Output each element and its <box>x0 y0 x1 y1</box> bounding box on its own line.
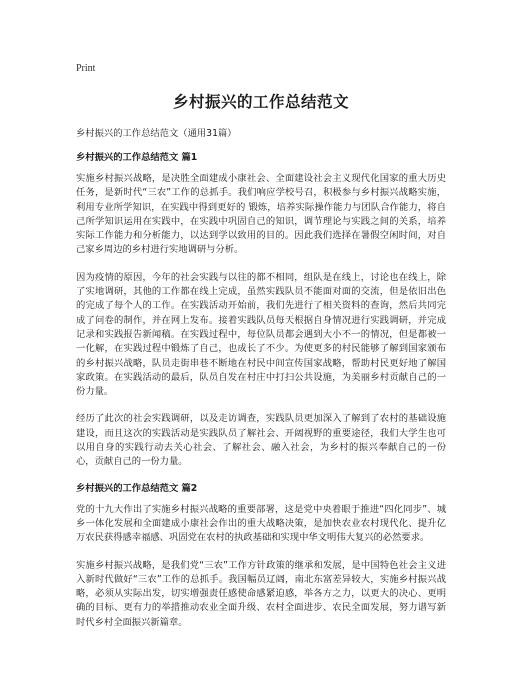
print-label: Print <box>76 63 96 74</box>
section-heading: 乡村振兴的工作总结范文 篇1 <box>76 152 198 163</box>
paragraph: 因为疫情的原因，今年的社会实践与以往的都不相同，组队是在线上，讨论也在线上，除了实地调研，其他的工作都在线上完成，虽然实践队员不能面对面的交流，但是依旧出色的完成了每个人的工作。在实践活动开始前，我们先进行了相关资料的查询，然后共同完成了问卷的制作，并在网上发布。接着实践队员每天根据自身情况进行实践调研，并完成记录和实践报告新闻稿。在实践过程中，每位队员都会遇到大小不一的情况，但是都被一一化解，在实践过程中锻炼了自己，也成长了不少。为使更多的村民能够了解到国家颁布的乡村振兴战略，队员走街串巷不断地在村民中间宣传国家战略，帮助村民更好地了解国家政策。在实践活动的最后，队员自发在村庄中打扫公共设施，为美丽乡村贡献自己的一份力量。 <box>76 271 446 398</box>
document-subtitle: 乡村振兴的工作总结范文（通用31篇） <box>76 128 237 139</box>
paragraph: 实施乡村振兴战略，是我们党“三农”工作方针政策的继承和发展，是中国特色社会主义进入新时代做好“三农”工作的总抓手。我国幅员辽阔，南北东富差异较大，实施乡村振兴战略，必须从实际出发，切实增强责任感使命感紧迫感，举各方之力，以更大的决心、更明确的目标、更有力的举措推动农业全面升级、农村全面进步、农民全面发展，努力谱写新时代乡村全面振兴新篇章。 <box>76 559 446 628</box>
paragraph: 实施乡村振兴战略，是决胜全面建成小康社会、全面建设社会主义现代化国家的重大历史任务，是新时代“三农”工作的总抓手。我们响应学校号召，积极参与乡村振兴战略实施，利用专业所学知识，在实践中得到更好的 锻炼，培养实际操作能力与团队合作能力，将自己所学知识运用在实践中，在实践中巩固自己的知识，调节理论与实践之间的关系，培养实际工作能力和分析能力，以达到学以致用的目的。因此我们选择在暑假空闲时间，对自己家乡周边的乡村进行实地调研与分析。 <box>76 173 446 256</box>
section-1 <box>76 151 446 470</box>
paragraph: 经历了此次的社会实践调研，以及走访调查，实践队员更加深入了解到了农村的基础设施建设，而且这次的实践活动是实践队员了解社会、开阔视野的重要途径，我们大学生也可以用自身的实践行动去关心社会、了解社会、融入社会，为乡村的振兴奉献自己的一份心，贡献自己的一份力量。 <box>76 413 446 468</box>
section-heading: 乡村振兴的工作总结范文 篇2 <box>76 482 198 494</box>
paragraph: 党的十九大作出了实施乡村振兴战略的重要部署，这是党中央着眼于推进“四化同步”、城乡一体化发展和全面建成小康社会作出的重大战略决策，是加快农业农村现代化、提升亿万农民获得感幸福感、巩固党在农村的执政基础和实现中华文明伟大复兴的必然要求。 <box>76 503 446 544</box>
document-title: 乡村振兴的工作总结范文 <box>172 93 349 111</box>
document-page <box>76 62 446 630</box>
section-2 <box>76 482 446 630</box>
